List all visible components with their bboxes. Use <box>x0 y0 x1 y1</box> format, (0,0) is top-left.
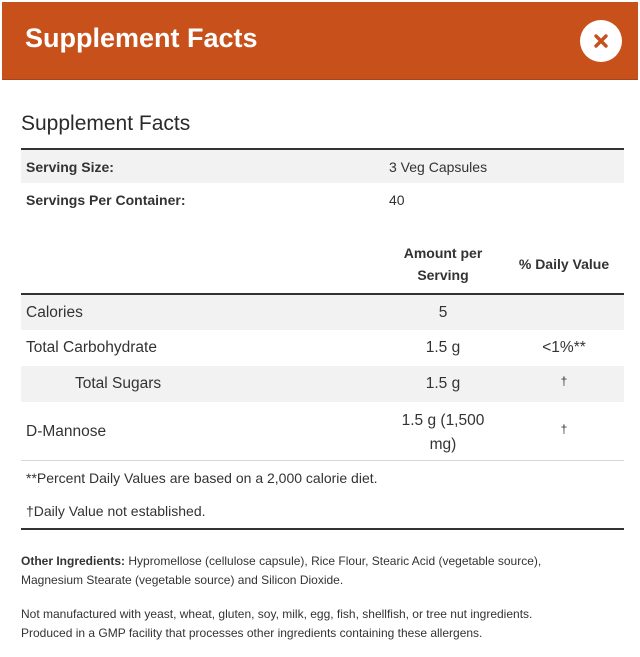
nutrient-name: D-Mannose <box>26 423 107 440</box>
panel-title: Supplement Facts <box>21 112 191 135</box>
other-ingredients-text-line2: Magnesium Stearate (vegetable source) and Silicon Dioxide. <box>21 573 344 587</box>
column-header-row <box>21 242 624 290</box>
nutrient-daily-value: † <box>560 374 568 388</box>
servings-per-container-label: Servings Per Container: <box>26 192 186 208</box>
other-ingredients <box>21 552 541 590</box>
table-row <box>21 402 624 460</box>
nutrient-amount: 5 <box>438 304 448 321</box>
other-ingredients-text-line1: Hypromellose (cellulose capsule), Rice Flour, Stearic Acid (vegetable source), <box>125 554 542 568</box>
serving-size-value: 3 Veg Capsules <box>389 159 488 175</box>
servings-per-container-value: 40 <box>389 192 405 208</box>
nutrient-amount <box>378 409 508 457</box>
allergen-line2: Produced in a GMP facility that processes other ingredients containing these allergens. <box>21 626 483 640</box>
modal-header <box>2 2 638 80</box>
nutrient-amount: 1.5 g <box>425 375 461 392</box>
nutrient-name: Total Sugars <box>75 375 162 392</box>
serving-size-label: Serving Size: <box>26 159 114 175</box>
nutrient-name: Total Carbohydrate <box>26 339 157 356</box>
other-ingredients-label: Other Ingredients: <box>21 554 126 568</box>
close-x-icon <box>593 33 609 49</box>
dagger-footnote: †Daily Value not established. <box>26 503 206 519</box>
footnote-divider <box>21 460 624 461</box>
nutrient-amount: 1.5 g <box>425 339 461 356</box>
amount-per-serving-header <box>378 242 508 286</box>
close-button[interactable] <box>580 20 622 62</box>
nutrient-daily-value: † <box>560 422 568 436</box>
table-row <box>21 366 624 402</box>
allergen-statement <box>21 605 532 643</box>
table-row <box>21 330 624 366</box>
bottom-divider <box>21 528 624 530</box>
servings-per-container-row <box>21 183 624 216</box>
modal-title: Supplement Facts <box>25 23 258 53</box>
table-row <box>21 295 624 330</box>
serving-size-row <box>21 150 624 183</box>
amount-header-line1: Amount per <box>403 245 483 261</box>
daily-value-header: % Daily Value <box>518 256 610 272</box>
nutrient-amount-line1: 1.5 g (1,500 <box>401 412 485 429</box>
nutrient-daily-value: <1%** <box>542 339 586 356</box>
nutrient-name: Calories <box>26 304 83 321</box>
percent-daily-footnote: **Percent Daily Values are based on a 2,000 calorie diet. <box>26 470 378 486</box>
nutrient-amount-line2: mg) <box>429 436 457 453</box>
amount-header-line2: Serving <box>417 267 469 283</box>
allergen-line1: Not manufactured with yeast, wheat, gluten, soy, milk, egg, fish, shellfish, or tree nut ingredients. <box>21 607 533 621</box>
